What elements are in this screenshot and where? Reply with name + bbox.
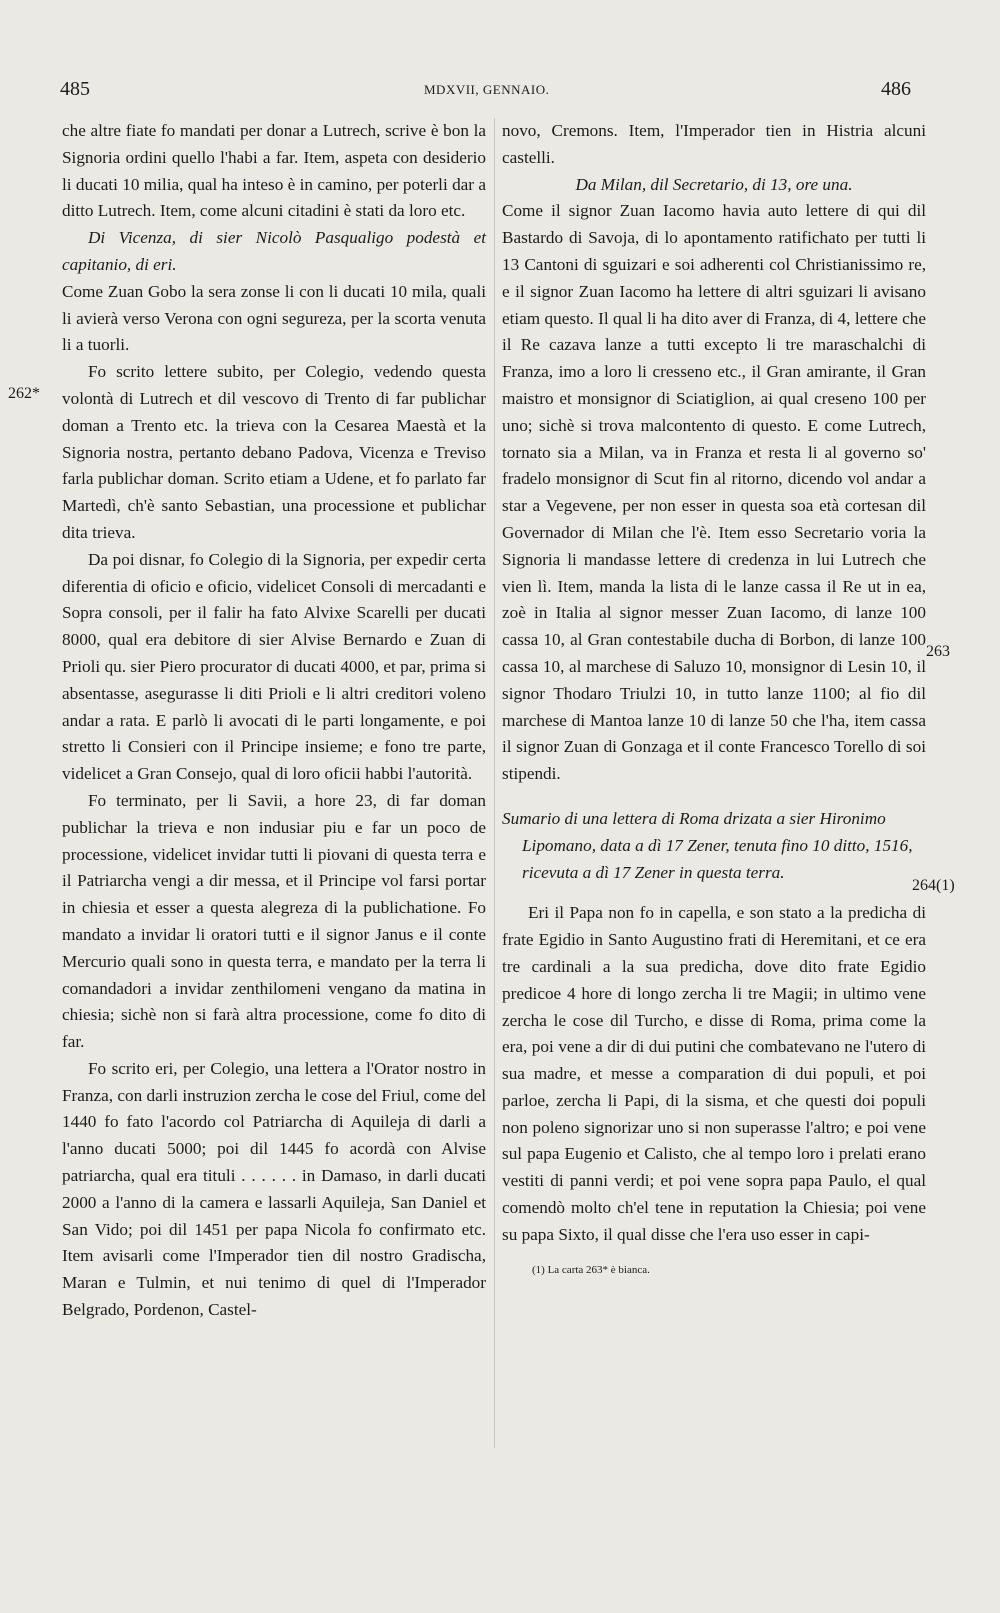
right-page-number: 486: [881, 78, 911, 100]
summary-heading: Sumario di una lettera di Roma drizata a sier Hironimo Lipomano, data a dì 17 Zener, tenuta fino 10 ditto, 1516, ricevuta a dì 17 Zener in questa terra.: [502, 808, 913, 882]
right-column: [502, 118, 926, 1278]
column-divider: [494, 118, 495, 1448]
page-header: [0, 78, 1000, 108]
margin-note-263: 263: [926, 643, 950, 660]
margin-note-264: 264(1): [912, 877, 955, 894]
running-head: MDXVII, GENNAIO.: [424, 82, 550, 97]
section-heading: Da Milan, dil Secretario, di 13, ore una.: [575, 174, 853, 194]
paragraph: Da poi disnar, fo Colegio di la Signoria, per expedir certa diferentia di oficio e oficio, videlicet Consoli di mercadanti e Sopra consoli, per il falir ha fato Alvixe Scarelli per ducati 8000, qual era debitore di sier Alvise Bernardo e Zuan di Prioli qu. sier Piero procurator di ducati 4000, et par, prima si absentasse, asegurasse li diti Prioli e li altri creditori voleno andar a rata. E parlò li avocati di le parti longamente, e poi stretto li Consieri con il Principe insieme; e fono tre parte, videlicet a Gran Consejo, qual di loro oficii habbi l'autorità.: [62, 549, 486, 784]
margin-note-262: 262*: [8, 385, 40, 402]
left-column: [62, 118, 486, 1324]
paragraph: novo, Cremons. Item, l'Imperador tien in Histria alcuni castelli.: [502, 121, 926, 167]
left-page-number: 485: [60, 78, 90, 100]
paragraph: Eri il Papa non fo in capella, e son stato a la predicha di frate Egidio in Santo Augustino frati di Heremitani, et ce era tre cardinali a la sua predicha, dove dito frate Egidio predicoe 4 hore di longo zercha li tre Magii; in ultimo vene zercha le cose dil Turcho, e disse di Roma, prima come la era, poi vene a dir di dui putini che combatevano ne l'utero di sua madre, et messe a comparation di dui populi, et poi parloe, zercha li Papi, di la sisma, et che questi doi populi non poleno signorizar uno si non superasse l'altro; e poi vene sul papa Eugenio et Calisto, che al tempo loro i prelati erano vestiti di panni verdi; et poi vene sopra papa Paulo, el qual comendò molto ch'el tene in reputation la Chiesia; poi vene su papa Sixto, il qual disse che l'era uso esser in capi-: [502, 903, 926, 1244]
paragraph: Come il signor Zuan Iacomo havia auto lettere di qui dil Bastardo di Savoja, di lo apontamento ratifichato per tutti li 13 Cantoni di sguizari e soi adherenti col Christianissimo re, e il signor Zuan Iacomo ha lettere di altri sguizari li avisano etiam questo. Il qual li ha dito aver di Franza, di 4, lettere che il Re cazava lanze a tutti excepto li tre maraschalchi di Franza, imo a loro li cresseno etc., il Gran amirante, il Gran maistro et monsignor di Sciatiglion, ai qual creseno 100 per uno; sichè si trova malcontento di questo. E come Lutrech, tornato sia a Milan, va in Franza et resta li al governo so' fradelo monsignor di Scut fin al ritorno, dicendo vol andar a star a Vegevene, per non esser in questa soa età cortesan dil Governador di Milan che l'è. Item esso Secretario voria la Signoria li mandasse lettere di credenza in lui Lutrech che vien lì. Item, manda la lista di le lanze cassa il Re ut in ea, zoè in Italia al signor messer Zuan Iacomo, di lanze 100 cassa 10, al Gran contestabile ducha di Borbon, di lanze 100 cassa 10, al marchese di Saluzo 10, monsignor di Lesin 10, il signor Thodaro Triulzi 10, in tutto lanze 1100; al fio dil marchese di Mantoa lanze 10 di lanze 50 che l'ha, item cassa il signor Zuan di Gonzaga et il conte Francesco Torello di soi stipendi.: [502, 201, 926, 784]
paragraph: Come Zuan Gobo la sera zonse li con li ducati 10 mila, quali li avierà verso Verona con ogni segureza, per la scorta venuta li a tuorli.: [62, 281, 486, 355]
section-heading: Di Vicenza, di sier Nicolò Pasqualigo podestà et capitanio, di eri.: [62, 228, 486, 274]
paragraph: che altre fiate fo mandati per donar a Lutrech, scrive è bon la Signoria ordini quello l'habi a far. Item, aspeta con desiderio li ducati 10 milia, qual ha inteso è in camino, per poterli dar a ditto Lutrech. Item, come alcuni citadini è stati da loro etc.: [62, 121, 486, 221]
paragraph: Fo terminato, per li Savii, a hore 23, di far doman publichar la trieva e non indusiar piu e far un poco de processione, videlicet invidar tutti li piovani di questa terra e il Patriarcha vengi a dir messa, et il Principe vol farsi portar in chiesia et esser a questa alegreza di la publichatione. Fo mandato a invidar li oratori tutti e il signor Janus e il conte Mercurio quali sono in questa terra, e mandato per la terra li comandadori a invidar zenthilomeni vengano da matina in chiesia; sichè non si farà altra processione, come fo dito di far.: [62, 790, 486, 1052]
paragraph: Fo scrito eri, per Colegio, una lettera a l'Orator nostro in Franza, con darli instruzion zercha le cose del Friul, come del 1440 fo fato l'acordo col Patriarcha di Aquileja di darli a l'anno ducati 5000; poi dil 1445 fo acordà con Alvise patriarcha, qual era tituli . . . . . . in Damaso, in darli ducati 2000 a l'anno di la camera e lassarli Aquileja, San Daniel et San Vido; poi dil 1451 per papa Nicola fo confirmato etc. Item avisarli come l'Imperador tien dil nostro Gradischa, Maran e Tulmin, et nui tenimo di quel di l'Imperador Belgrado, Pordenon, Castel-: [62, 1058, 486, 1320]
footnote: (1) La carta 263* è bianca.: [532, 1263, 650, 1276]
paragraph: Fo scrito lettere subito, per Colegio, vedendo questa volontà di Lutrech et dil vescovo di Trento di far publichar doman a Trento etc. la trieva con la Cesarea Maestà et la Signoria nostra, pertanto debano Padova, Vicenza e Treviso farla publichar doman. Scrito etiam a Udene, et fo parlato far Martedì, ch'è santo Sebastian, una processione et publichar dita trieva.: [62, 362, 486, 542]
